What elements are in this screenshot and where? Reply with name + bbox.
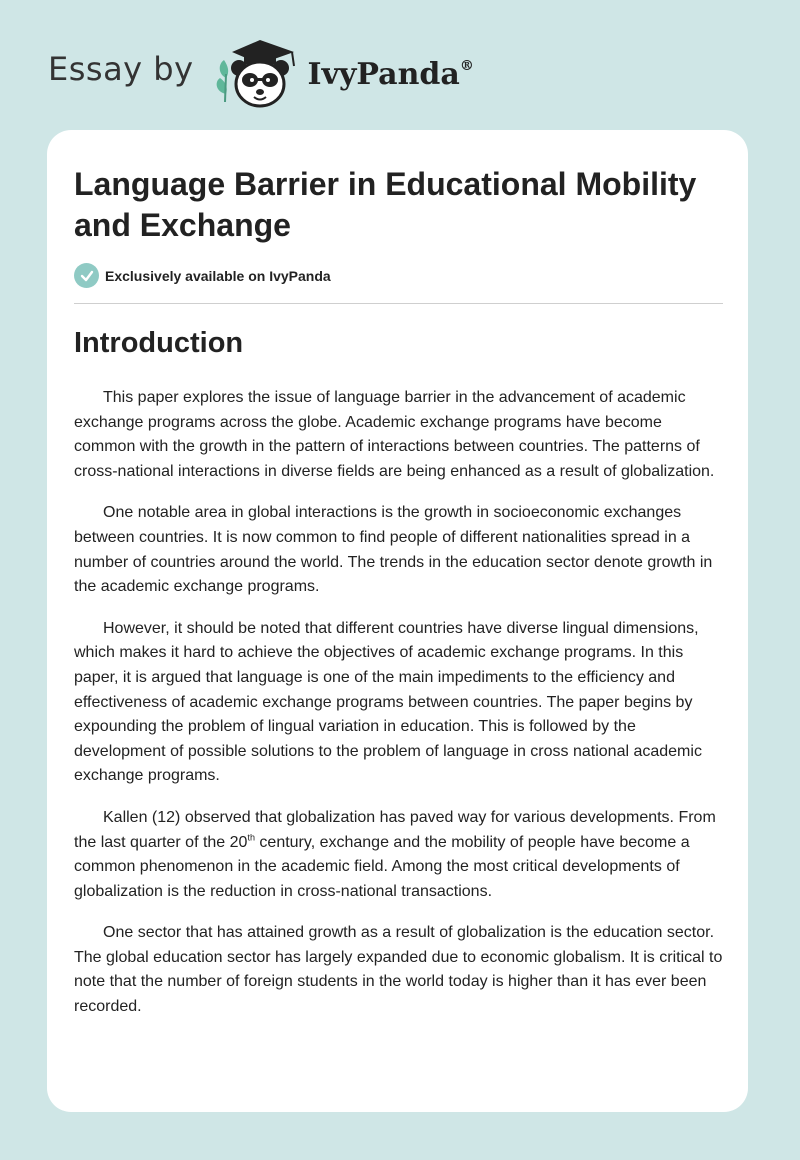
registered-mark: ®: [459, 57, 474, 74]
essay-card: [47, 130, 748, 1112]
paragraph-text: century, exchange and the mobility of people have become a common phenomenon in the academic field. Among the most critical developments of globalization is the reduction in cross-national transactions.: [74, 833, 690, 900]
section-heading: Introduction: [74, 327, 244, 359]
paragraph: One notable area in global interactions is the growth in socioeconomic exchanges between countries. It is now common to find people of different nationalities spread in a number of countries around the world. The trends in the education sector denote growth in the academic exchange programs.: [74, 504, 713, 596]
panda-logo-icon[interactable]: [212, 34, 304, 110]
essay-body: [74, 386, 726, 1037]
check-icon: [74, 263, 99, 288]
site-header: [48, 34, 474, 110]
ordinal-suffix: th: [247, 832, 255, 843]
brand-text: IvyPanda: [307, 56, 460, 92]
paragraph: [74, 806, 726, 904]
essay-by-label: Essay by: [48, 50, 194, 88]
paragraph: This paper explores the issue of language barrier in the advancement of academic exchange programs across the globe. Academic exchange programs have become common with the growth in the pattern of interactions between countries. The patterns of cross-national interactions in diverse fields are being enhanced as a result of globalization.: [74, 389, 715, 480]
paragraph-text: Kallen (12) observed that globalization has paved way for various developments. From the last quarter of the 20: [74, 808, 716, 851]
exclusive-badge: [74, 263, 331, 288]
essay-title: Language Barrier in Educational Mobility and Exchange: [74, 166, 697, 243]
exclusive-badge-label: Exclusively available on IvyPanda: [105, 267, 331, 284]
paragraph: One sector that has attained growth as a result of globalization is the education sector. The global education sector has largely expanded due to economic globalism. It is critical to note that the number of foreign students in the world today is higher than it has ever been recorded.: [74, 924, 723, 1016]
paragraph: However, it should be noted that different countries have diverse lingual dimensions, which makes it hard to achieve the objectives of academic exchange programs. In this paper, it is argued that language is one of the main impediments to the efficiency and effectiveness of academic exchange programs between countries. The paper begins by expounding the problem of lingual variation in education. This is followed by the development of possible solutions to the problem of language in cross national academic exchange programs.: [74, 619, 702, 785]
divider: [74, 303, 723, 304]
brand-name[interactable]: [308, 57, 474, 92]
